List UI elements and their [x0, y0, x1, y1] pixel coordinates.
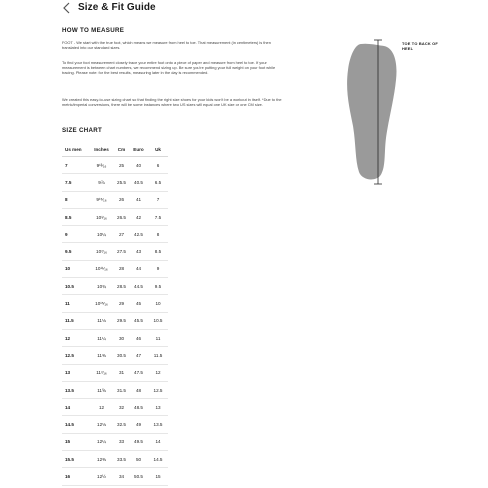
measure-paragraph-1: FOOT - We start with the true foot, which means we measure from heel to toe. That measurement (in centimeters) is then translated into our standard sizes.	[62, 40, 271, 51]
column-header: Cm	[117, 147, 126, 152]
table-cell: 10¾	[97, 283, 106, 289]
table-cell: 7.5	[154, 214, 162, 220]
table-cell: 45	[135, 301, 142, 307]
header	[0, 0, 488, 18]
table-cell: 12.5	[153, 387, 163, 393]
table-cell: 8.5	[154, 249, 162, 255]
table-row	[62, 365, 168, 382]
table-cell: 27	[118, 231, 125, 237]
table-cell: 50	[135, 456, 142, 462]
table-cell: 7.5	[65, 179, 72, 185]
column-header: Us men	[65, 147, 82, 152]
table-cell: 12⅜	[97, 456, 106, 462]
table-cell: 10	[65, 266, 71, 272]
table-cell: 8	[65, 197, 68, 203]
table-cell: 11⁷⁄₁₆	[96, 370, 107, 376]
table-cell: 43	[135, 249, 142, 255]
table-cell: 32.5	[117, 422, 126, 428]
table-row	[62, 192, 168, 209]
table-row	[62, 226, 168, 243]
chevron-left-icon	[62, 2, 72, 14]
foot-sole-shape	[347, 44, 396, 180]
table-cell: 9.5	[65, 249, 72, 255]
table-cell: 50.5	[134, 473, 143, 479]
foot-measurement-diagram	[334, 36, 444, 188]
table-row	[62, 243, 168, 260]
table-cell: 25	[118, 162, 125, 168]
table-cell: 9¹³⁄₁₆	[96, 162, 107, 168]
table-row	[62, 468, 168, 485]
table-cell: 49	[135, 422, 142, 428]
table-cell: 30.5	[117, 352, 126, 358]
column-header: Euro	[133, 147, 144, 152]
table-cell: 31	[118, 370, 125, 376]
table-cell: 27.5	[117, 249, 126, 255]
size-chart-body	[62, 157, 168, 486]
table-cell: 12	[65, 335, 71, 341]
table-cell: 7	[156, 197, 160, 203]
table-cell: 9¹⁵⁄₁₆	[96, 197, 107, 203]
page-title: Size & Fit Guide	[78, 2, 156, 13]
column-header: Uk	[155, 147, 161, 152]
table-cell: 6	[156, 162, 160, 168]
table-cell: 33	[118, 439, 125, 445]
size-chart-table	[62, 143, 168, 486]
table-cell: 12¼	[97, 439, 106, 445]
table-row	[62, 382, 168, 399]
table-cell: 14	[65, 404, 71, 410]
table-cell: 12.5	[65, 352, 74, 358]
table-cell: 44.5	[134, 283, 143, 289]
table-row	[62, 347, 168, 364]
table-cell: 12	[155, 370, 161, 376]
table-cell: 11⅜	[97, 352, 106, 358]
table-cell: 7	[65, 162, 68, 168]
table-cell: 47.5	[134, 370, 143, 376]
table-cell: 46	[135, 335, 142, 341]
table-row	[62, 313, 168, 330]
size-chart-heading: SIZE CHART	[62, 127, 103, 134]
table-row	[62, 157, 168, 174]
measure-paragraph-3: We created this easy-to-use sizing chart so that finding the right size shoes for your kids won't be a workout in itself. *Due to the metric/imperial conversions, there will be some instances where two US sizes will equal one UK size or one CM size.	[62, 97, 282, 108]
table-cell: 10.5	[153, 318, 163, 324]
table-row	[62, 416, 168, 433]
table-cell: 28.5	[117, 283, 126, 289]
table-cell: 13.5	[65, 387, 74, 393]
table-cell: 48.5	[134, 404, 143, 410]
measure-paragraph-2: To find your foot measurement closely trace your entire foot onto a piece of paper and measure from heel to toe. If your measurement is between chart numbers, we recommend sizing up. Be sure you're putting your full weight on your foot while tracing. Please note: for the best results, measuring later in the day is recommended.	[62, 60, 276, 76]
table-cell: 9	[156, 266, 160, 272]
table-cell: 11	[155, 335, 161, 341]
table-cell: 11.5	[65, 318, 74, 324]
table-cell: 14	[155, 439, 161, 445]
table-cell: 25.5	[117, 179, 126, 185]
table-cell: 11	[65, 301, 70, 307]
table-row	[62, 451, 168, 468]
table-cell: 9	[65, 231, 68, 237]
table-cell: 40.5	[134, 179, 143, 185]
table-cell: 10¹⁄₁₆	[96, 214, 107, 220]
table-cell: 49.5	[134, 439, 143, 445]
table-cell: 12⅛	[97, 422, 106, 428]
table-cell: 9.5	[154, 283, 162, 289]
back-button[interactable]	[62, 2, 72, 14]
table-cell: 34	[118, 473, 125, 479]
table-cell: 16	[65, 473, 71, 479]
table-row	[62, 174, 168, 191]
table-cell: 30	[118, 335, 125, 341]
table-cell: 14.5	[65, 422, 74, 428]
table-cell: 11¼	[97, 335, 106, 341]
table-cell: 28	[118, 266, 125, 272]
table-row	[62, 399, 168, 416]
table-cell: 33.5	[117, 456, 126, 462]
table-cell: 10⁷⁄₁₆	[96, 249, 107, 255]
table-cell: 42.5	[134, 231, 143, 237]
table-cell: 31.5	[117, 387, 126, 393]
table-cell: 8	[156, 231, 160, 237]
table-cell: 11⅛	[97, 318, 106, 324]
how-to-measure-heading: HOW TO MEASURE	[62, 27, 125, 34]
table-cell: 10¹⁵⁄₁₆	[95, 301, 108, 307]
table-cell: 29.5	[117, 318, 126, 324]
toe-to-heel-label: TOE TO BACK OF HEEL	[402, 41, 438, 51]
table-row	[62, 434, 168, 451]
table-cell: 40	[135, 162, 142, 168]
table-cell: 15	[155, 473, 161, 479]
table-cell: 13	[155, 404, 161, 410]
table-row	[62, 330, 168, 347]
table-cell: 9⅞	[98, 179, 105, 185]
table-cell: 32	[118, 404, 125, 410]
table-cell: 41	[135, 197, 142, 203]
table-row	[62, 261, 168, 278]
table-cell: 44	[135, 266, 142, 272]
table-cell: 29	[118, 301, 125, 307]
table-cell: 26.5	[117, 214, 126, 220]
table-cell: 26	[118, 197, 125, 203]
table-cell: 13.5	[153, 422, 163, 428]
table-cell: 13	[65, 370, 71, 376]
table-cell: 42	[135, 214, 142, 220]
table-cell: 15	[65, 439, 71, 445]
table-cell: 12	[98, 404, 105, 410]
table-cell: 10¹¹⁄₁₆	[95, 266, 108, 272]
table-cell: 10	[155, 301, 161, 307]
table-cell: 48	[135, 387, 142, 393]
table-row	[62, 278, 168, 295]
table-cell: 11.5	[153, 352, 163, 358]
table-cell: 10.5	[65, 283, 74, 289]
size-chart-header-row	[62, 143, 168, 157]
table-cell: 47	[135, 352, 142, 358]
table-cell: 45.5	[134, 318, 143, 324]
table-cell: 8.5	[65, 214, 72, 220]
table-cell: 11⅝	[97, 387, 106, 393]
table-cell: 6.5	[154, 179, 162, 185]
column-header: Inches	[94, 147, 109, 152]
table-cell: 12½	[97, 473, 106, 479]
table-cell: 15.5	[65, 456, 74, 462]
table-cell: 10¼	[97, 231, 106, 237]
table-row	[62, 295, 168, 312]
table-row	[62, 209, 168, 226]
table-cell: 14.5	[153, 456, 163, 462]
